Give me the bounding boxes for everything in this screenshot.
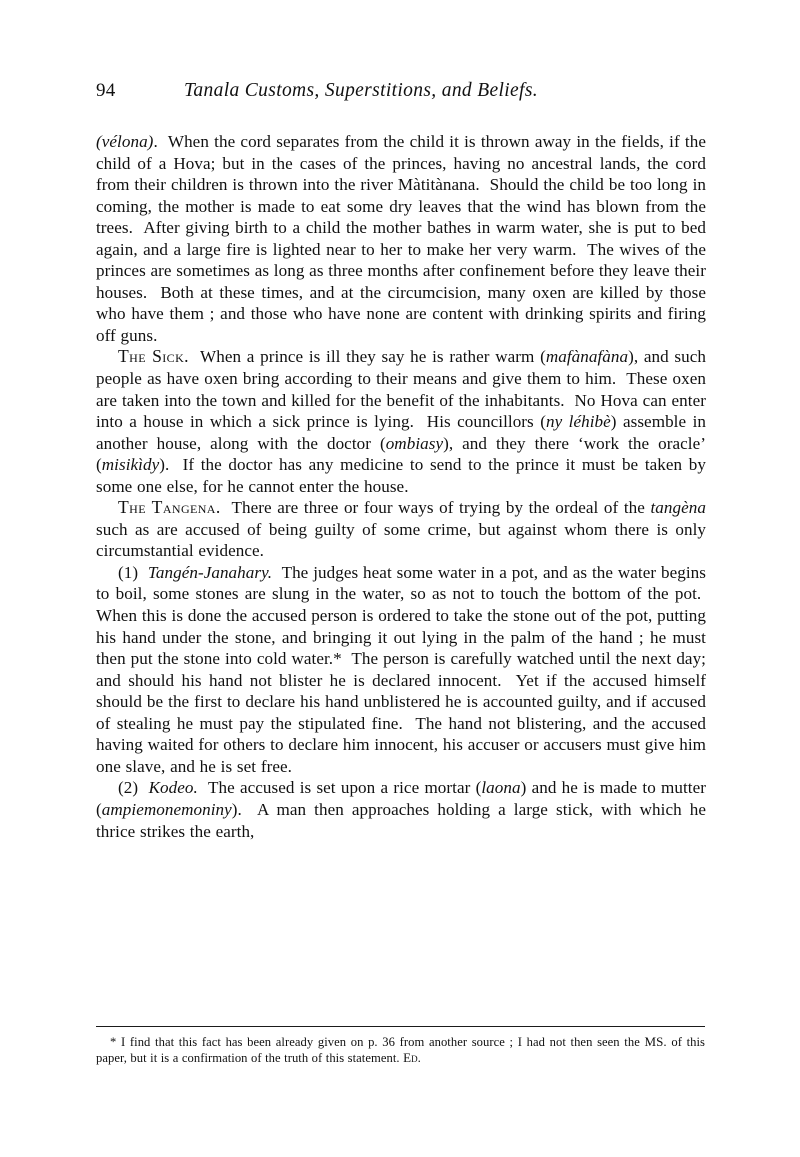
footnote-marker: * — [110, 1035, 117, 1049]
italic-term-ombiasy: ombiasy — [385, 433, 444, 453]
footnote-ms-abbrev: MS. — [644, 1034, 667, 1049]
paragraph-the-sick: The Sick. When a prince is ill they say he is rather warm (mafànafàna), and such people as have oxen bring according to their means and give them to him. These oxen are taken into the town and killed for the benefit of the inhabitants. No Hova can enter into a house in which a sick prince is lying. His councillors (ny léhibè) assemble in another house, along with the doctor (ombiasy), and they there ‘work the oracle’ (misikìdy). If the doctor has any medicine to send to the prince it must be taken by some one else, for he cannot enter the house. — [96, 346, 707, 496]
section-heading-the-tangena: The Tangena. — [118, 497, 221, 518]
footnote-text-part-1: I find that this fact has been already given on p. 36 from another source ; I had not then seen the — [121, 1035, 645, 1049]
footnote-editor-abbrev: Ed. — [403, 1050, 421, 1066]
italic-title-kodeo: Kodeo. — [148, 778, 198, 798]
list-number-2: (2) — [118, 778, 139, 798]
page-number: 94 — [96, 80, 116, 101]
italic-term-ny-lehibe: ny léhibè — [545, 412, 611, 432]
italic-term-tangena: tangèna — [650, 498, 706, 518]
italic-term-ampiemonemoniny: ampiemonemoniny — [101, 799, 232, 819]
italic-term-laona: laona — [481, 778, 521, 798]
italic-term-mafanafana: mafànafàna — [545, 347, 629, 367]
italic-term-velona: (vélona) — [96, 132, 154, 151]
section-heading-the-sick: The Sick. — [118, 346, 189, 367]
list-number-1: (1) — [118, 562, 139, 582]
footnote — [96, 1034, 705, 1066]
italic-title-tangen-janahary: Tangén-Janahary. — [147, 562, 273, 582]
footnote-separator-rule — [96, 1026, 705, 1027]
paragraph-tangen-janahary: (1) Tangén-Janahary. The judges heat some water in a pot, and as the water begins to boil, some stones are slung in the water, so as not to touch the bottom of the pot. When this is done the accused person is ordered to take the stone out of the pot, putting his hand under the stone, and bringing it out lying in the palm of the hand ; he must then put the stone into cold water.* The person is carefully watched until the next day; and should his hand not blister he is declared innocent. Yet if the accused himself should be the first to declare his hand unblistered he is accounted guilty, and if accused of stealing he must pay the stipulated fine. The hand not blistering, and the accused having waited for others to declare him innocent, his accuser or accusers must give him one slave, and he is set free. — [96, 562, 707, 776]
italic-term-misikidy: misikìdy — [101, 455, 160, 475]
running-head — [96, 80, 705, 106]
paragraph-the-tangena: The Tangena. There are three or four ways of trying by the ordeal of the tangèna such as are accused of being guilty of some crime, but against whom there is only circumstantial evidence. — [96, 497, 706, 561]
paragraph-kodeo: (2) Kodeo. The accused is set upon a rice mortar (laona) and he is made to mutter (ampiemonemoniny). A man then approaches holding a large stick, with which he thrice strikes the earth, — [96, 778, 706, 841]
paragraph-velona: (vélona). When the cord separates from the child it is thrown away in the fields, if the child of a Hova; but in the cases of the princes, having no ancestral lands, the cord from their children is thrown into the river Màtitànana. Should the child be too long in coming, the mother is made to eat some dry leaves that the wind has blown from the trees. After giving birth to a child the mother bathes in warm water, she is put to bed again, and a large fire is lighted near to her to make her very warm. The wives of the princes are sometimes as long as three months after confinement before they leave their houses. Both at these times, and at the circumcision, many oxen are killed by those who have them ; and those who have none are content with drinking spirits and firing off guns. — [96, 132, 706, 345]
footnote-text-part-2: of this paper, but it is a confirmation of the truth of this statement. — [96, 1035, 705, 1066]
main-text-block — [96, 131, 706, 842]
running-title: Tanala Customs, Superstitions, and Beliefs. — [184, 80, 538, 101]
